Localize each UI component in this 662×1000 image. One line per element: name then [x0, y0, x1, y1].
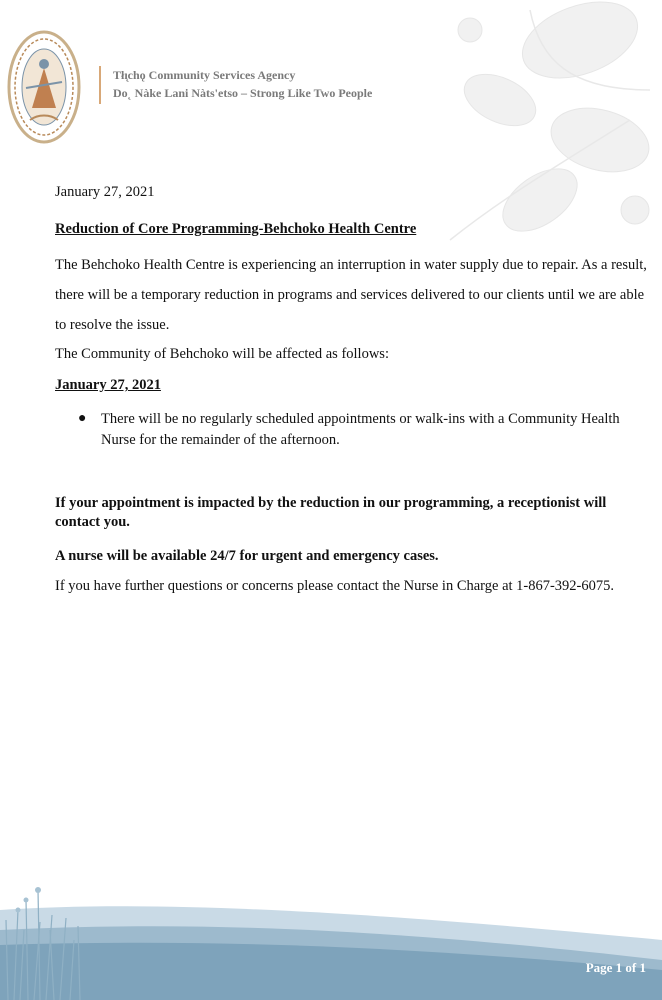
paragraph-community-affected: The Community of Behchoko will be affected as follows: [55, 346, 389, 362]
page-number: Page 1 of 1 [585, 960, 646, 975]
list-item [55, 409, 655, 450]
bullet-text: There will be no regularly scheduled appointments or walk-ins with a Community Health Nurse for the remainder of the afternoon. [101, 411, 620, 448]
section-date: January 27, 2021 [55, 377, 161, 393]
bullet-icon: ● [78, 411, 87, 426]
header-divider [99, 66, 101, 104]
contact-info: If you have further questions or concerns please contact the Nurse in Charge at 1-867-392-6075. [55, 578, 615, 594]
letter-date: January 27, 2021 [55, 184, 155, 200]
paragraph-water-interruption: The Behchoko Health Centre is experiencing an interruption in water supply due to repair. As a result, there will be a temporary reduction in programs and services delivered to our clients until we are able to resolve the issue. [55, 257, 647, 333]
agency-logo [6, 28, 82, 146]
floral-watermark [430, 0, 662, 250]
org-name: Tłı̨chǫ Community Services Agency [113, 68, 296, 82]
nurse-availability-notice: A nurse will be available 24/7 for urgent and emergency cases. [55, 548, 439, 564]
receptionist-notice: If your appointment is impacted by the reduction in our programming, a receptionist will contact you. [55, 495, 607, 531]
org-tagline: Do˛ Nàke Lani Nàts'etso – Strong Like Two People [113, 86, 373, 100]
bullet-list [55, 409, 655, 450]
footer-wave-graphic [0, 860, 662, 1000]
letter-subject: Reduction of Core Programming-Behchoko Health Centre [55, 221, 417, 237]
